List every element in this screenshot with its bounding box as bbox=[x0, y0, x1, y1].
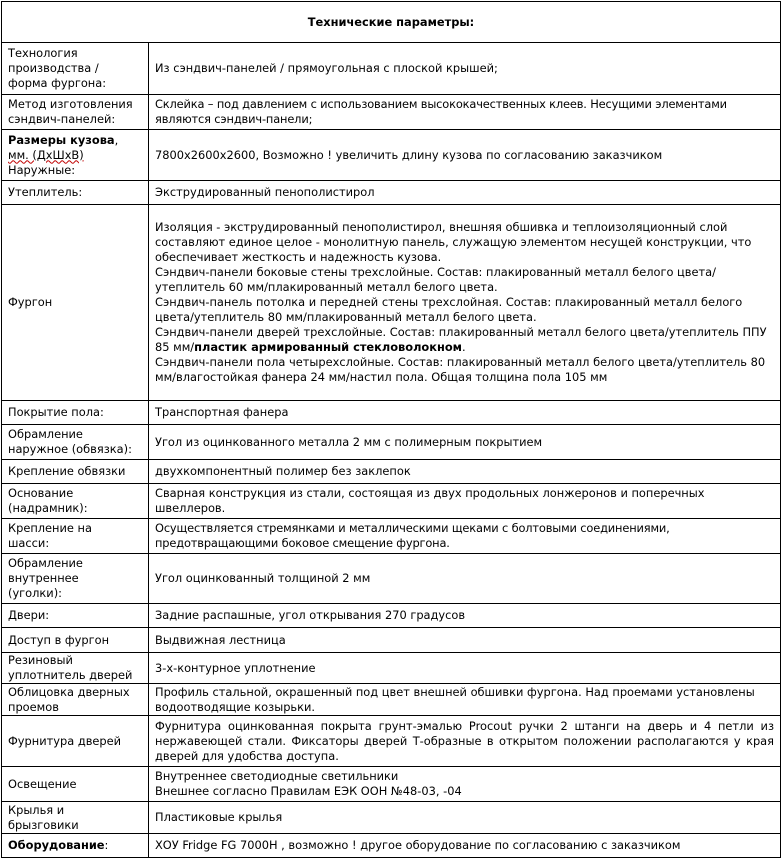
row-label: Освещение bbox=[2, 767, 149, 802]
row-label bbox=[2, 684, 149, 716]
table-row bbox=[2, 554, 781, 604]
table-row bbox=[2, 205, 781, 401]
label-line: форма фургона: bbox=[8, 76, 107, 90]
value-paragraph: Сэндвич-панели пола четырехслойные. Состав: плакированный металл белого цвета/утеплитель 80 мм/влагостойкая фанера 24 мм/настил пола. Общая толщина пола 105 мм bbox=[155, 355, 766, 384]
row-value: Угол оцинкованный толщиной 2 мм bbox=[149, 554, 781, 604]
value-paragraph bbox=[155, 325, 774, 355]
row-value: Экструдированный пенополистирол bbox=[149, 181, 781, 205]
value-paragraph: Изоляция - экструдированный пенополистирол, внешняя обшивка и теплоизоляционный слой составляют единое целое - монолитную панель, служащую элементом несущей конструкции, что обеспечивает жесткость и надежность кузова. bbox=[155, 220, 752, 264]
row-label bbox=[2, 519, 149, 554]
label-line: (надрамник): bbox=[8, 501, 88, 515]
paragraph-bold-text: пластик армированный стекловолокном bbox=[194, 340, 462, 354]
label-line: Крылья и bbox=[8, 802, 65, 817]
label-line: внутреннее bbox=[8, 571, 79, 585]
label-rest: : bbox=[104, 838, 109, 852]
label-line: Облицовка дверных bbox=[8, 684, 130, 699]
label-rest: , bbox=[114, 132, 119, 147]
row-label bbox=[2, 95, 149, 130]
row-value: Осуществляется стремянками и металлическими щеками с болтовыми соединениями, предотвращающими боковое смещение фургона. bbox=[149, 519, 781, 554]
label-line: брызговики bbox=[8, 817, 79, 832]
label-line: Резиновый bbox=[8, 653, 73, 667]
row-label: Фургон bbox=[2, 205, 149, 401]
row-label: Доступ в фургон bbox=[2, 628, 149, 653]
row-value: 7800х2600х2600, Возможно ! увеличить длину кузова по согласованию заказчиком bbox=[149, 130, 781, 181]
table-row bbox=[2, 425, 781, 460]
title-row bbox=[2, 2, 781, 43]
paragraph-text: . bbox=[461, 340, 466, 354]
row-label bbox=[2, 554, 149, 604]
label-line: проемов bbox=[8, 699, 59, 714]
value-paragraph: Сэндвич-панель потолка и передней стены трехслойная. Состав: плакированный металл белого цвета/утеплитель 80 мм/плакированный металл белого цвета. bbox=[155, 295, 743, 324]
table-row bbox=[2, 43, 781, 95]
label-line: Наружные: bbox=[8, 162, 76, 177]
table-row bbox=[2, 484, 781, 519]
row-label: Двери: bbox=[2, 604, 149, 628]
label-line: производства / bbox=[8, 61, 99, 75]
row-label: Фурнитура дверей bbox=[2, 716, 149, 767]
row-label bbox=[2, 425, 149, 460]
label-line: Обрамление bbox=[8, 427, 83, 441]
label-line: наружное (обвязка): bbox=[8, 442, 132, 456]
paragraph-text: Сэндвич-панели дверей трехслойные. Состав: плакированный металл белого цвета/утеплитель ППУ 85 мм/ bbox=[155, 325, 767, 354]
table-row bbox=[2, 181, 781, 205]
table-row bbox=[2, 460, 781, 484]
label-line: сэндвич-панелей: bbox=[8, 112, 116, 126]
table-title: Технические параметры: bbox=[2, 2, 781, 43]
table-row bbox=[2, 95, 781, 130]
table-row bbox=[2, 716, 781, 767]
label-line: Основание bbox=[8, 486, 74, 500]
tech-params-table bbox=[1, 1, 781, 858]
row-value: ХОУ Fridge FG 7000H , возможно ! другое оборудование по согласованию с заказчиком bbox=[149, 834, 781, 858]
value-line: Внутреннее светодиодные светильники bbox=[155, 769, 399, 783]
row-value: 3-х-контурное уплотнение bbox=[149, 653, 781, 684]
row-value: двухкомпонентный полимер без заклепок bbox=[149, 460, 781, 484]
row-label: Утеплитель: bbox=[2, 181, 149, 205]
row-label bbox=[2, 653, 149, 684]
row-value bbox=[149, 205, 781, 401]
label-line: (уголки): bbox=[8, 586, 62, 600]
row-value: Из сэндвич-панелей / прямоугольная с плоской крышей; bbox=[149, 43, 781, 95]
table-row bbox=[2, 684, 781, 716]
row-value: Склейка – под давлением с использованием высококачественных клеев. Несущими элементами являются сэндвич-панели; bbox=[149, 95, 781, 130]
row-value: Фурнитура оцинкованная покрыта грунт-эмалью Procout ручки 2 штанги на дверь и 4 петли из нержавеющей стали. Фиксаторы дверей Т-образные в открытом положении располагаются у края дверей для удобства доступа. bbox=[149, 716, 781, 767]
table-row bbox=[2, 767, 781, 802]
row-value: Выдвижная лестница bbox=[149, 628, 781, 653]
row-value: Профиль стальной, окрашенный под цвет внешней обшивки фургона. Над проемами установлены водоотводящие козырьки. bbox=[149, 684, 781, 716]
value-paragraph: Сэндвич-панели боковые стены трехслойные. Состав: плакированный металл белого цвета/утеплитель 60 мм/плакированный металл белого цвета. bbox=[155, 265, 716, 294]
row-label: Крепление обвязки bbox=[2, 460, 149, 484]
table-row bbox=[2, 604, 781, 628]
table-row bbox=[2, 653, 781, 684]
table-row bbox=[2, 401, 781, 425]
row-value: Транспортная фанера bbox=[149, 401, 781, 425]
label-line: Метод изготовления bbox=[8, 97, 133, 111]
row-label: Покрытие пола: bbox=[2, 401, 149, 425]
row-label bbox=[2, 130, 149, 181]
value-line: Внешнее согласно Правилам ЕЭК ООН №48-03, -04 bbox=[155, 784, 462, 798]
table-row bbox=[2, 519, 781, 554]
label-line: шасси: bbox=[8, 536, 50, 550]
label-line: Технология bbox=[8, 46, 78, 60]
label-line: уплотнитель дверей bbox=[8, 668, 133, 682]
row-value: Сварная конструкция из стали, состоящая из двух продольных лонжеронов и поперечных швеллеров. bbox=[149, 484, 781, 519]
row-value: Угол из оцинкованного металла 2 мм с полимерным покрытием bbox=[149, 425, 781, 460]
row-label bbox=[2, 484, 149, 519]
label-line: Крепление на bbox=[8, 521, 92, 535]
table-row bbox=[2, 628, 781, 653]
row-value bbox=[149, 767, 781, 802]
label-line: мм. (ДхШхВ) bbox=[8, 147, 84, 162]
row-label bbox=[2, 43, 149, 95]
label-bold: Оборудование bbox=[8, 838, 105, 852]
row-label bbox=[2, 802, 149, 834]
label-bold: Размеры кузова bbox=[8, 132, 115, 147]
table-row bbox=[2, 130, 781, 181]
row-value: Задние распашные, угол открывания 270 градусов bbox=[149, 604, 781, 628]
row-value: Пластиковые крылья bbox=[149, 802, 781, 834]
label-line: Обрамление bbox=[8, 556, 83, 570]
table-row bbox=[2, 802, 781, 834]
